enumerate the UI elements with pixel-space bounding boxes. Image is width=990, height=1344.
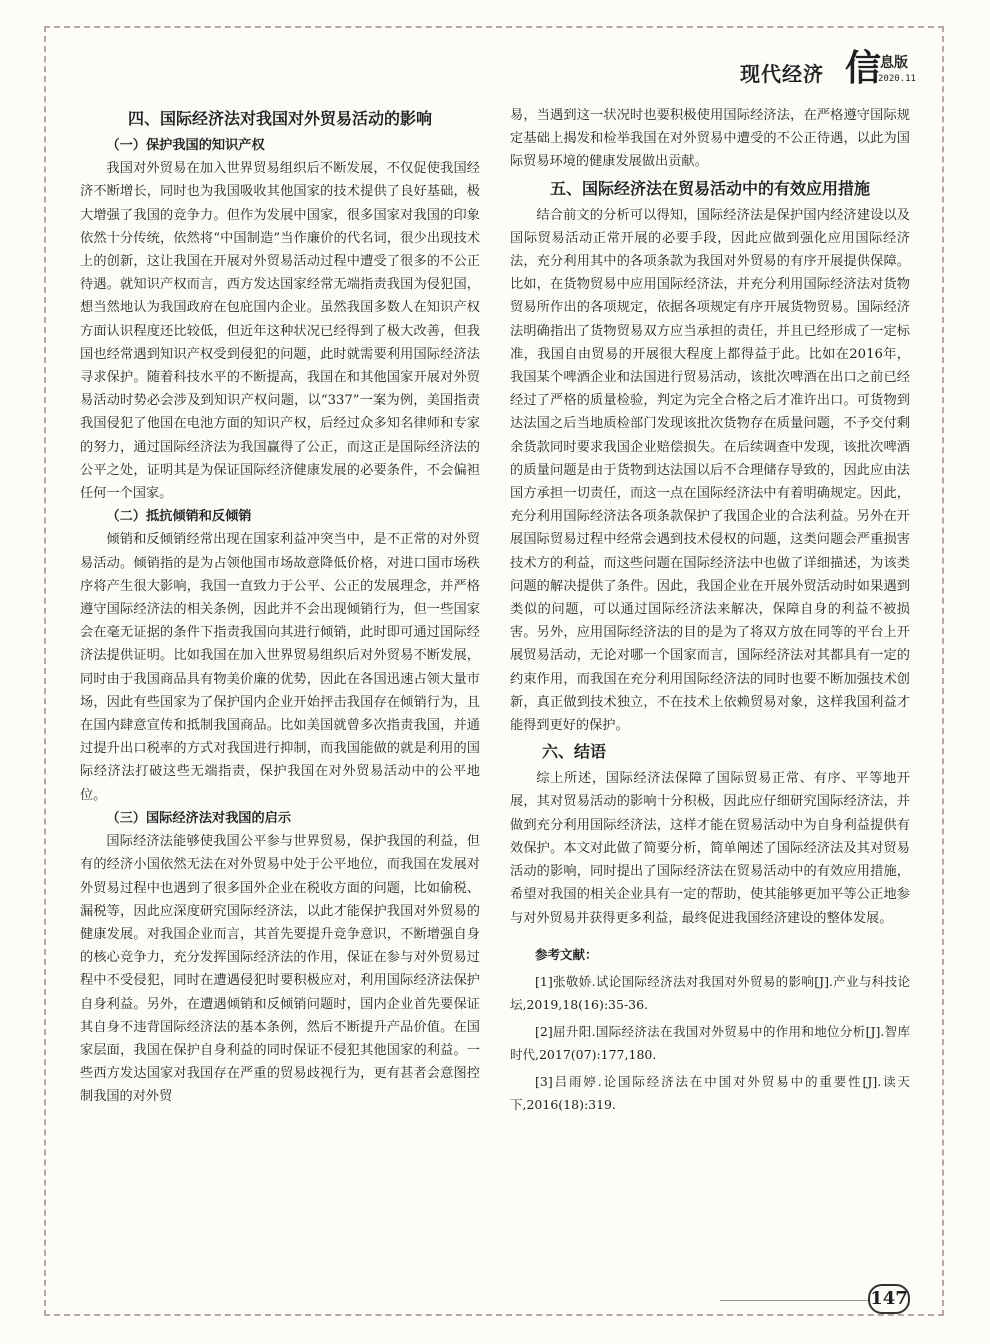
- references-title: 参考文献：: [535, 946, 598, 962]
- reference-item: [1]张敬娇.试论国际经济法对我国对外贸易的影响[J].产业与科技论坛,2019,18(16):35-36.: [510, 973, 910, 1012]
- subsection-2-heading: （二）抵抗倾销和反倾销: [106, 509, 252, 525]
- paragraph: 国际经济法能够使我国公平参与世界贸易，保护我国的利益，但有的经济小国依然无法在对外贸易中处于公平地位，而我国在发展对外贸易过程中也遇到了很多国外企业在税收方面的问题，比如偷税、漏税等，因此应深度研究国际经济法，以此才能保护我国对外贸易的健康发展。对我国企业而言，其首先要提升竞争意识，不断增强自身的核心竞争力，充分发挥国际经济法的作用，保证在参与对外贸易过程中不受侵犯，同时在遭遇侵犯时要积极应对，利用国际经济法保护自身利益。另外，在遭遇倾销和反倾销问题时，国内企业首先要保证其自身不违背国际经济法的基本条例，然后不断提升产品价值。在国家层面，我国在保护自身利益的同时保证不侵犯其他国家的利益。一些西方发达国家对我国存在严重的贸易歧视行为，更有甚者会意图控制我国的对外贸: [80, 834, 480, 1105]
- reference-item: [2]屈升阳.国际经济法在我国对外贸易中的作用和地位分析[J].智库时代,2017(07):177,180.: [510, 1023, 910, 1062]
- paragraph: 易，当遇到这一状况时也要积极使用国际经济法，在严格遵守国际规定基础上揭发和检举我国在对外贸易中遭受的不公正待遇，以此为国际贸易环境的健康发展做出贡献。: [510, 108, 910, 170]
- references: [510, 944, 910, 1116]
- section-5-heading: 五、国际经济法在贸易活动中的有效应用措施: [549, 178, 870, 198]
- paragraph: 综上所述，国际经济法保障了国际贸易正常、有序、平等地开展，其对贸易活动的影响十分积极，因此应仔细研究国际经济法，并做到充分利用国际经济法，这样才能在贸易活动中为自身利益提供有效保护。本文对此做了简要分析，简单阐述了国际经济法及其对贸易活动的影响，同时提出了国际经济法在贸易活动中的有效应用措施，希望对我国的相关企业具有一定的帮助，使其能够更加平等公正地参与对外贸易并获得更多利益，最终促进我国经济建设的整体发展。: [510, 771, 910, 926]
- right-column: [510, 104, 910, 1116]
- page-number: 147: [868, 1284, 910, 1314]
- journal-issue: 2020.11: [878, 74, 916, 84]
- journal-edition: 息版: [880, 55, 908, 71]
- reference-item: [3]吕雨婷.论国际经济法在中国对外贸易中的重要性[J].读天下,2016(18):319.: [510, 1073, 910, 1112]
- subsection-3-heading: （三）国际经济法对我国的启示: [106, 810, 292, 826]
- journal-header: [740, 46, 930, 96]
- left-column: [80, 104, 480, 1109]
- journal-logo-char: 信: [845, 47, 882, 89]
- footer-rule: [720, 1300, 870, 1301]
- paragraph: 我国对外贸易在加入世界贸易组织后不断发展，不仅促使我国经济不断增长，同时也为我国吸收其他国家的技术提供了良好基础，极大增强了我国的竞争力。但作为发展中国家，很多国家对我国的印象依然十分传统，依然将“中国制造”当作廉价的代名词，很少出现技术上的创新，这让我国在开展对外贸易活动过程中遭受了很多的不公正待遇。就知识产权而言，西方发达国家经常无端指责我国为侵犯国，想当然地认为我国政府在包庇国内企业。虽然我国多数人在知识产权方面认识程度还比较低，但近年这种状况已经得到了极大改善，但我国也经常遇到知识产权受到侵犯的问题，此时就需要利用国际经济法寻求保护。随着科技水平的不断提高，我国在和其他国家开展对外贸易活动时势必会涉及到知识产权问题，以“337”一案为例，美国指责我国侵犯了他国在电池方面的知识产权，后经过众多知名律师和专家的努力，通过国际经济法为我国赢得了公正，而这正是国际经济法的公平之处，证明其是为保证国际经济健康发展的必要条件，不会偏袒任何一个国家。: [80, 161, 480, 502]
- journal-title: 现代经济: [740, 62, 824, 86]
- paragraph: 倾销和反倾销经常出现在国家利益冲突当中，是不正常的对外贸易活动。倾销指的是为占领他国市场故意降低价格，对进口国市场秩序将产生很大影响，我国一直致力于公平、公正的发展理念，并严格遵守国际经济法的相关条例，因此并不会出现倾销行为，但一些国家会在毫无证据的条件下指责我国向其进行倾销，此时即可通过国际经济法提供证明。比如我国在加入世界贸易组织后对外贸易不断发展，同时由于我国商品具有物美价廉的优势，因此在各国迅速占领大量市场，因此有些国家为了保护国内企业开始抨击我国存在倾销行为，且在国内肆意宣传和抵制我国商品。比如美国就曾多次指责我国，并通过提升出口税率的方式对我国进行抑制，而我国能做的就是利用的国际经济法打破这些无端指责，保护我国在对外贸易活动中的公平地位。: [80, 532, 480, 803]
- section-4-heading: 四、国际经济法对我国对外贸易活动的影响: [127, 109, 432, 128]
- paragraph: 结合前文的分析可以得知，国际经济法是保护国内经济建设以及国际贸易活动正常开展的必要手段，因此应做到强化应用国际经济法，充分利用其中的各项条款为我国对外贸易的有序开展提供保障。比如，在货物贸易中应用国际经济法，并充分利用国际经济法对货物贸易所作出的各项规定，依据各项规定有序开展货物贸易。国际经济法明确指出了货物贸易双方应当承担的责任，并且已经形成了一定标准，我国自由贸易的开展很大程度上都得益于此。比如在2016年，我国某个啤酒企业和法国进行贸易活动，该批次啤酒在出口之前已经经过了严格的质量检验，判定为完全合格之后才准许出口。可货物到达法国之后当地质检部门发现该批次货物存在质量问题，不予交付剩余货款同时要求我国企业赔偿损失。在后续调查中发现，该批次啤酒的质量问题是由于货物到达法国以后不合理储存导致的，因此应由法国方承担一切责任，而这一点在国际经济法中有着明确规定。因此，充分利用国际经济法各项条款保护了我国企业的合法利益。另外在开展国际贸易过程中经常会遇到技术侵权的问题，这类问题会严重损害技术方的利益，而这些问题在国际经济法中也做了详细描述，为该类问题的解决提供了条件。因此，我国企业在开展外贸活动时如果遇到类似的问题，可以通过国际经济法来解决，保障自身的利益不被损害。另外，应用国际经济法的目的是为了将双方放在同等的平台上开展贸易活动，无论对哪一个国家而言，国际经济法对其都具有一定的约束作用，而我国在充分利用国际经济法的同时也要不断加强技术创新，真正做到技术独立，不在技术上依赖贸易对象，这样我国利益才能得到更好的保护。: [510, 207, 910, 734]
- section-6-heading: 六、结语: [542, 742, 607, 762]
- subsection-1-heading: （一）保护我国的知识产权: [106, 138, 265, 153]
